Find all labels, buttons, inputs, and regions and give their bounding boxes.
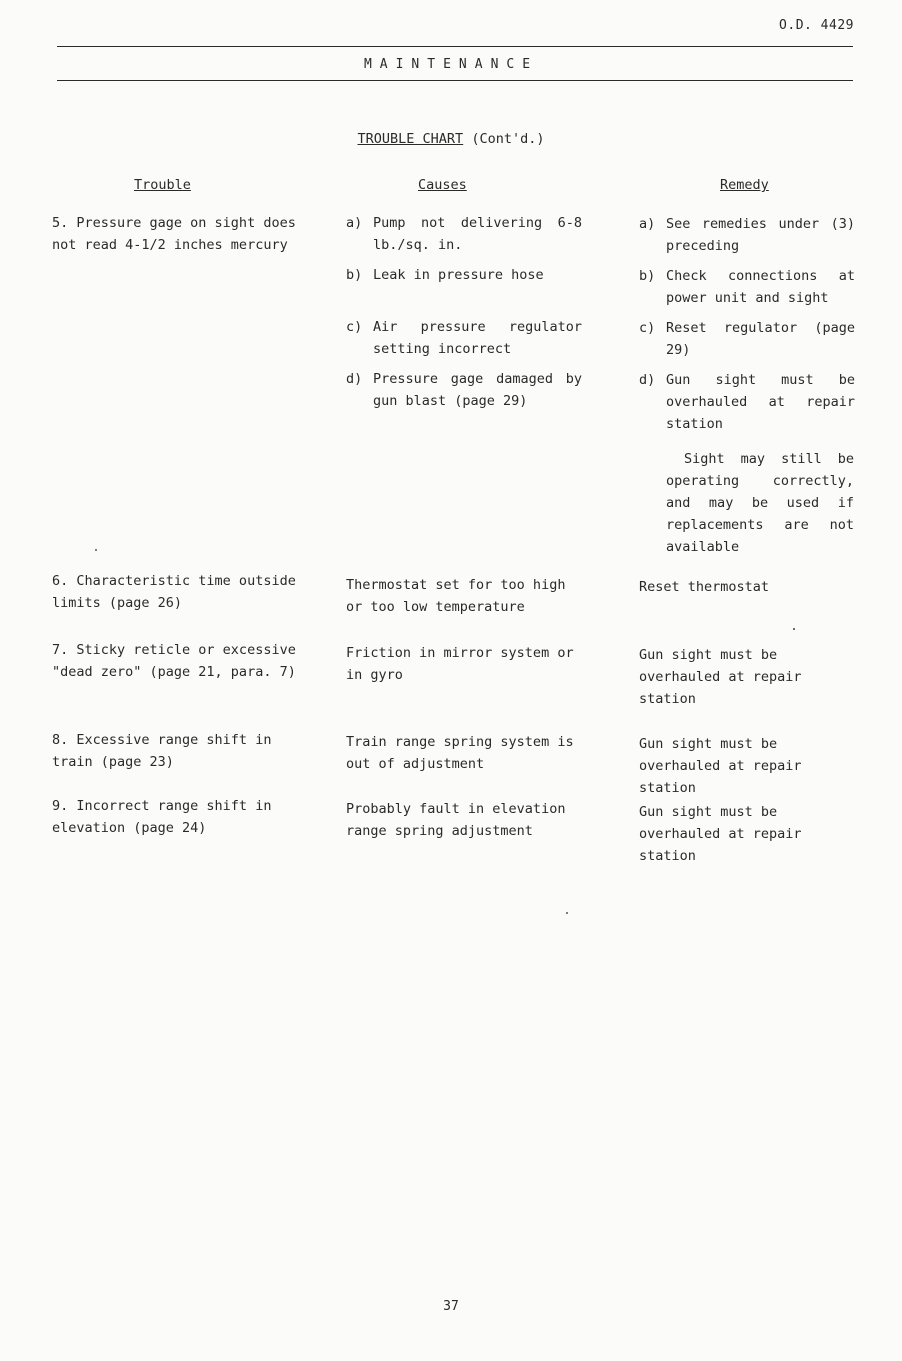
section-title: MAINTENANCE bbox=[363, 57, 539, 72]
chart-title-main: TROUBLE CHART bbox=[357, 131, 464, 147]
remedy-5d-text: Gun sight must be overhauled at repair station bbox=[666, 372, 855, 432]
remedy-5d-mark: d) bbox=[639, 372, 656, 388]
scan-speck bbox=[566, 912, 568, 914]
trouble-row-6: 6. Characteristic time outside limits (page 26) bbox=[52, 573, 296, 611]
cause-5a bbox=[346, 212, 582, 256]
remedy-row-9: Gun sight must be overhauled at repair station bbox=[639, 804, 802, 864]
cause-5b-text: Leak in pressure hose bbox=[373, 267, 544, 283]
remedy-5b-mark: b) bbox=[639, 268, 656, 284]
remedy-5c bbox=[639, 317, 855, 361]
remedy-5c-mark: c) bbox=[639, 320, 656, 336]
remedy-row-7: Gun sight must be overhauled at repair station bbox=[639, 647, 802, 707]
cause-5b-mark: b) bbox=[346, 267, 363, 283]
trouble-row-5: 5. Pressure gage on sight does not read 4-1/2 inches mercury bbox=[52, 215, 296, 253]
cause-5c bbox=[346, 316, 582, 360]
remedy-5b bbox=[639, 265, 855, 309]
chart-title-suffix: (Cont'd.) bbox=[471, 131, 545, 147]
remedy-5-note: Sight may still be operating correctly, and may be used if replacements are not available bbox=[666, 451, 854, 555]
header-rule-bottom bbox=[57, 80, 853, 81]
remedy-5b-text: Check connections at power unit and sight bbox=[666, 268, 855, 306]
document-number: O.D. 4429 bbox=[779, 18, 854, 33]
cause-5d-mark: d) bbox=[346, 371, 363, 387]
cause-5a-text: Pump not delivering 6-8 lb./sq. in. bbox=[373, 215, 582, 253]
chart-title bbox=[0, 131, 902, 147]
remedy-5a bbox=[639, 213, 855, 257]
page-number: 37 bbox=[443, 1299, 459, 1314]
remedy-5a-text: See remedies under (3) preceding bbox=[666, 216, 855, 254]
cause-5c-mark: c) bbox=[346, 319, 363, 335]
remedy-5d bbox=[639, 369, 855, 435]
cause-5d bbox=[346, 368, 582, 412]
cause-row-6: Thermostat set for too high or too low temperature bbox=[346, 577, 566, 615]
trouble-row-9: 9. Incorrect range shift in elevation (page 24) bbox=[52, 798, 272, 836]
scan-speck bbox=[95, 549, 97, 551]
remedy-row-8: Gun sight must be overhauled at repair station bbox=[639, 736, 802, 796]
cause-5d-text: Pressure gage damaged by gun blast (page 29) bbox=[373, 371, 582, 409]
column-header-remedy: Remedy bbox=[720, 177, 769, 193]
cause-row-9: Probably fault in elevation range spring adjustment bbox=[346, 801, 566, 839]
trouble-row-8: 8. Excessive range shift in train (page 23) bbox=[52, 732, 272, 770]
cause-row-7: Friction in mirror system or in gyro bbox=[346, 645, 574, 683]
cause-5c-text: Air pressure regulator setting incorrect bbox=[373, 319, 582, 357]
cause-row-8: Train range spring system is out of adjustment bbox=[346, 734, 574, 772]
remedy-5c-text: Reset regulator (page 29) bbox=[666, 320, 855, 358]
scan-speck bbox=[793, 628, 795, 630]
trouble-row-7: 7. Sticky reticle or excessive "dead zero" (page 21, para. 7) bbox=[52, 642, 296, 680]
cause-5a-mark: a) bbox=[346, 215, 363, 231]
header-rule-top bbox=[57, 46, 853, 47]
remedy-5a-mark: a) bbox=[639, 216, 656, 232]
column-header-causes: Causes bbox=[418, 177, 467, 193]
column-header-trouble: Trouble bbox=[134, 177, 191, 193]
remedy-row-6: Reset thermostat bbox=[639, 579, 770, 595]
cause-5b bbox=[346, 264, 582, 286]
